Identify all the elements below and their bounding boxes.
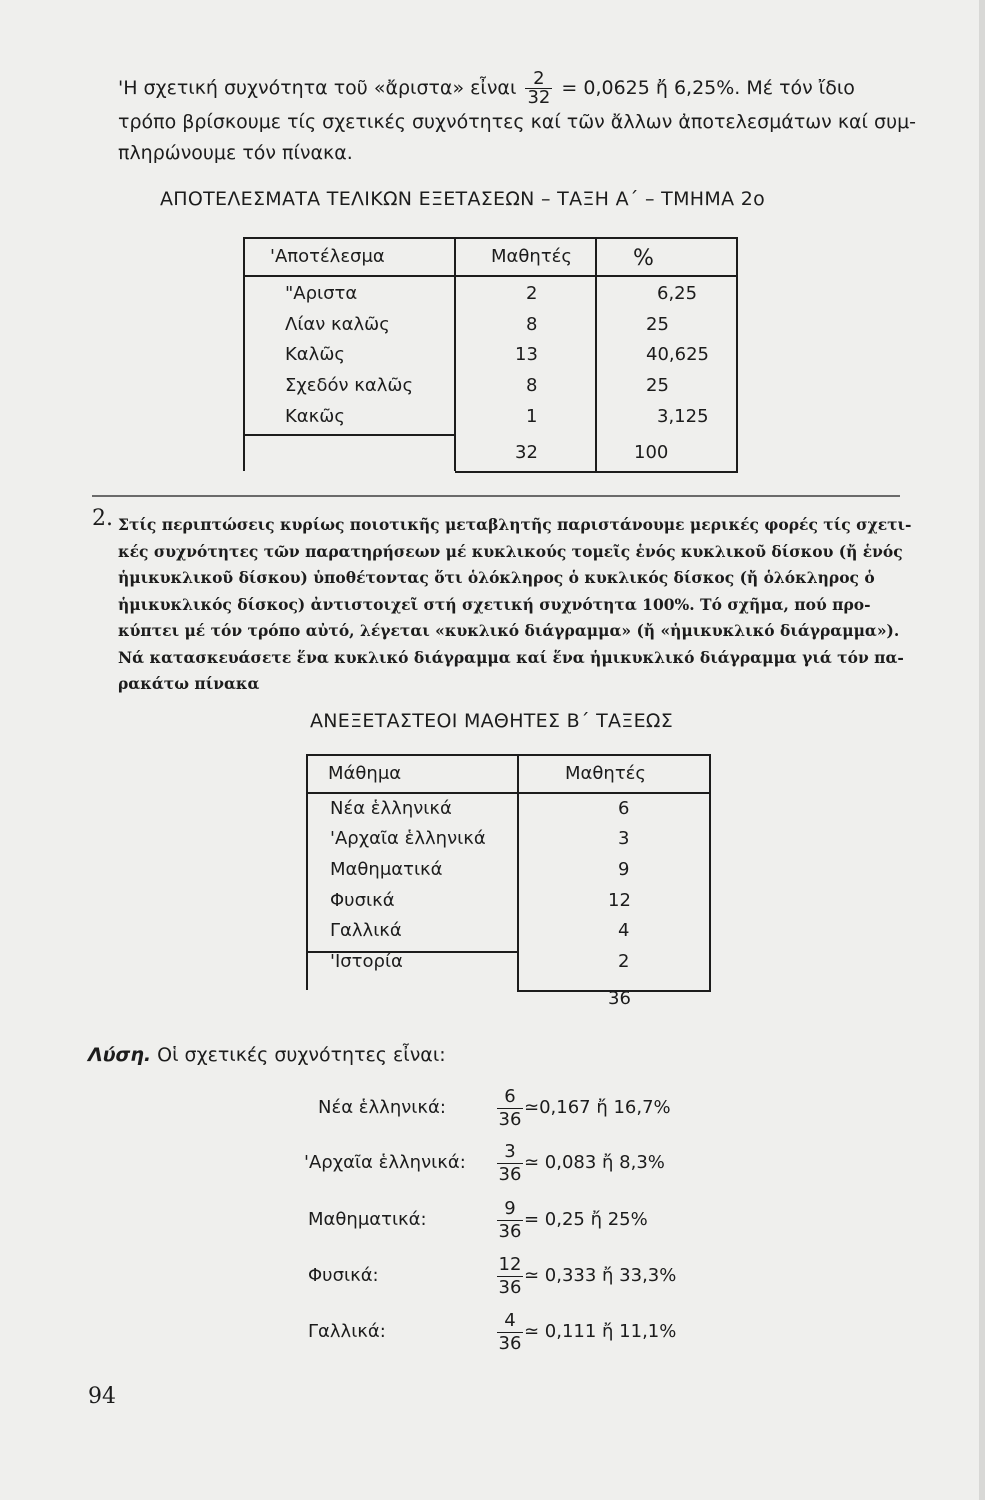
row-subject: Μαθηματικά bbox=[330, 859, 443, 880]
problem-line: Στίς περιπτώσεις κυρίως ποιοτικῆς μεταβλητῆς παριστάνουμε μερικές φορές τίς σχετι- bbox=[118, 515, 912, 534]
header-percent: % bbox=[633, 246, 654, 271]
row-count: 9 bbox=[618, 859, 630, 880]
problem-text bbox=[118, 512, 912, 698]
solution-item bbox=[0, 1250, 677, 1306]
row-subject: Φυσικά bbox=[330, 890, 395, 911]
header-subject: Μάθημα bbox=[328, 763, 402, 784]
solution-item-label: Φυσικά: bbox=[308, 1265, 379, 1286]
problem-line: ρακάτω πίνακα bbox=[118, 674, 260, 693]
problem-line: κές συχνότητες τῶν παρατηρήσεων μέ κυκλικούς τομεῖς ἑνός κυκλικοῦ δίσκου (ἤ ἑνός bbox=[118, 541, 903, 561]
row-label: Σχεδόν καλῶς bbox=[285, 375, 414, 396]
section-divider bbox=[92, 495, 900, 497]
row-count: 2 bbox=[526, 283, 538, 304]
fraction-numerator: 6 bbox=[504, 1086, 516, 1107]
fraction bbox=[497, 1082, 523, 1129]
solution-item-result: ≃ 0,333 ἤ 33,3% bbox=[524, 1265, 677, 1286]
problem-line: ἡμικυκλικοῦ δίσκου) ὑποθέτοντας ὅτι ὁλόκληρος ὁ κυκλικός δίσκος (ἤ ὁλόκληρος ὁ bbox=[118, 568, 875, 587]
row-count: 8 bbox=[526, 314, 538, 335]
fraction-denominator: 36 bbox=[498, 1109, 522, 1130]
intro-line-1 bbox=[118, 70, 908, 107]
total-count: 36 bbox=[608, 988, 631, 1009]
solution-item-label: Μαθηματικά: bbox=[308, 1209, 427, 1230]
row-label: Κακῶς bbox=[285, 406, 345, 427]
row-percent: 3,125 bbox=[657, 406, 709, 427]
header-students: Μαθητές bbox=[565, 763, 646, 784]
fraction-denominator: 32 bbox=[527, 87, 551, 108]
fraction bbox=[497, 1306, 523, 1353]
solution-heading bbox=[88, 1044, 446, 1066]
solution-text: Οἱ σχετικές συχνότητες εἶναι: bbox=[157, 1044, 446, 1066]
fraction-numerator: 4 bbox=[504, 1310, 516, 1331]
fraction-numerator: 3 bbox=[504, 1141, 516, 1162]
solution-item bbox=[0, 1082, 671, 1138]
page-edge-shadow bbox=[979, 0, 985, 1500]
table-bottom-rule bbox=[245, 434, 456, 436]
page-number: 94 bbox=[88, 1384, 116, 1409]
problem-line: Νά κατασκευάσετε ἕνα κυκλικό διάγραμμα καί ἕνα ἡμικυκλικό διάγραμμα γιά τόν πα- bbox=[118, 647, 904, 667]
intro-paragraph bbox=[118, 68, 917, 169]
fraction bbox=[497, 1194, 523, 1241]
intro-text-after: = 0,0625 ἤ 6,25%. Μέ τόν ἴδιο bbox=[561, 77, 855, 99]
intro-line-3: πληρώνουμε τόν πίνακα. bbox=[118, 142, 353, 164]
fraction-numerator: 12 bbox=[498, 1254, 522, 1275]
solution-item bbox=[0, 1194, 648, 1250]
solution-item-result: ≃ 0,111 ἤ 11,1% bbox=[524, 1321, 677, 1342]
exam-students-table bbox=[306, 754, 711, 1009]
row-subject: 'Αρχαῖα ἑλληνικά bbox=[330, 828, 486, 849]
fraction-denominator: 36 bbox=[498, 1164, 522, 1185]
results-table bbox=[243, 237, 738, 471]
row-count: 3 bbox=[618, 828, 630, 849]
row-count: 6 bbox=[618, 798, 630, 819]
row-count: 2 bbox=[618, 951, 630, 972]
fraction bbox=[497, 1137, 523, 1184]
intro-text-before: 'Η σχετική συχνότητα τοῦ «ἄριστα» εἶναι bbox=[118, 77, 517, 99]
fraction bbox=[525, 70, 552, 107]
solution-item-result: = 0,25 ἤ 25% bbox=[524, 1209, 648, 1230]
row-subject: 'Ιστορία bbox=[330, 951, 403, 972]
row-count: 13 bbox=[515, 344, 538, 365]
total-count: 32 bbox=[515, 442, 538, 463]
table2-title: ΑΝΕΞΕΤΑΣΤΕΟΙ ΜΑΘΗΤΕΣ Β΄ ΤΑΞΕΩΣ bbox=[310, 710, 674, 732]
table1-title: ΑΠΟΤΕΛΕΣΜΑΤΑ ΤΕΛΙΚΩΝ ΕΞΕΤΑΣΕΩΝ – ΤΑΞΗ Α΄ – ΤΜΗΜΑ 2ο bbox=[160, 188, 766, 210]
problem-line: κύπτει μέ τόν τρόπο αὐτό, λέγεται «κυκλικό διάγραμμα» (ἤ «ἡμικυκλικό διάγραμμα»). bbox=[118, 621, 900, 640]
header-students: Μαθητές bbox=[491, 246, 572, 267]
row-count: 4 bbox=[618, 920, 630, 941]
row-label: Λίαν καλῶς bbox=[285, 314, 390, 335]
row-percent: 40,625 bbox=[646, 344, 709, 365]
intro-line-2: τρόπο βρίσκουμε τίς σχετικές συχνότητες καί τῶν ἄλλων ἀποτελεσμάτων καί συμ- bbox=[118, 111, 917, 133]
row-percent: 25 bbox=[646, 314, 669, 335]
row-subject: Νέα ἑλληνικά bbox=[330, 798, 452, 819]
row-percent: 6,25 bbox=[657, 283, 698, 304]
fraction-denominator: 36 bbox=[498, 1333, 522, 1354]
problem-line: ἡμικυκλικός δίσκος) ἀντιστοιχεῖ στή σχετική συχνότητα 100%. Τό σχῆμα, πού προ- bbox=[118, 594, 871, 614]
results-total-row bbox=[455, 434, 738, 473]
solution-item-result: ≃0,167 ἤ 16,7% bbox=[524, 1097, 671, 1118]
problem-number: 2. bbox=[92, 506, 113, 531]
header-result: 'Αποτέλεσμα bbox=[270, 246, 385, 267]
row-label: "Αριστα bbox=[285, 283, 358, 304]
total-percent: 100 bbox=[634, 442, 669, 463]
solution-item-label: Γαλλικά: bbox=[308, 1321, 386, 1342]
row-count: 12 bbox=[608, 890, 631, 911]
row-count: 8 bbox=[526, 375, 538, 396]
solution-item-label: 'Αρχαῖα ἑλληνικά: bbox=[304, 1152, 466, 1173]
solution-label: Λύση. bbox=[88, 1044, 152, 1066]
fraction bbox=[497, 1250, 523, 1297]
fraction-numerator: 2 bbox=[533, 68, 545, 89]
solution-item-label: Νέα ἑλληνικά: bbox=[318, 1097, 446, 1118]
solution-item bbox=[0, 1306, 677, 1362]
exam-total-row bbox=[517, 951, 711, 992]
fraction-denominator: 36 bbox=[498, 1277, 522, 1298]
row-percent: 25 bbox=[646, 375, 669, 396]
solution-item bbox=[0, 1137, 665, 1193]
row-label: Καλῶς bbox=[285, 344, 345, 365]
solution-item-result: ≃ 0,083 ἤ 8,3% bbox=[524, 1152, 665, 1173]
fraction-numerator: 9 bbox=[504, 1198, 516, 1219]
row-count: 1 bbox=[526, 406, 538, 427]
row-subject: Γαλλικά bbox=[330, 920, 402, 941]
fraction-denominator: 36 bbox=[498, 1221, 522, 1242]
